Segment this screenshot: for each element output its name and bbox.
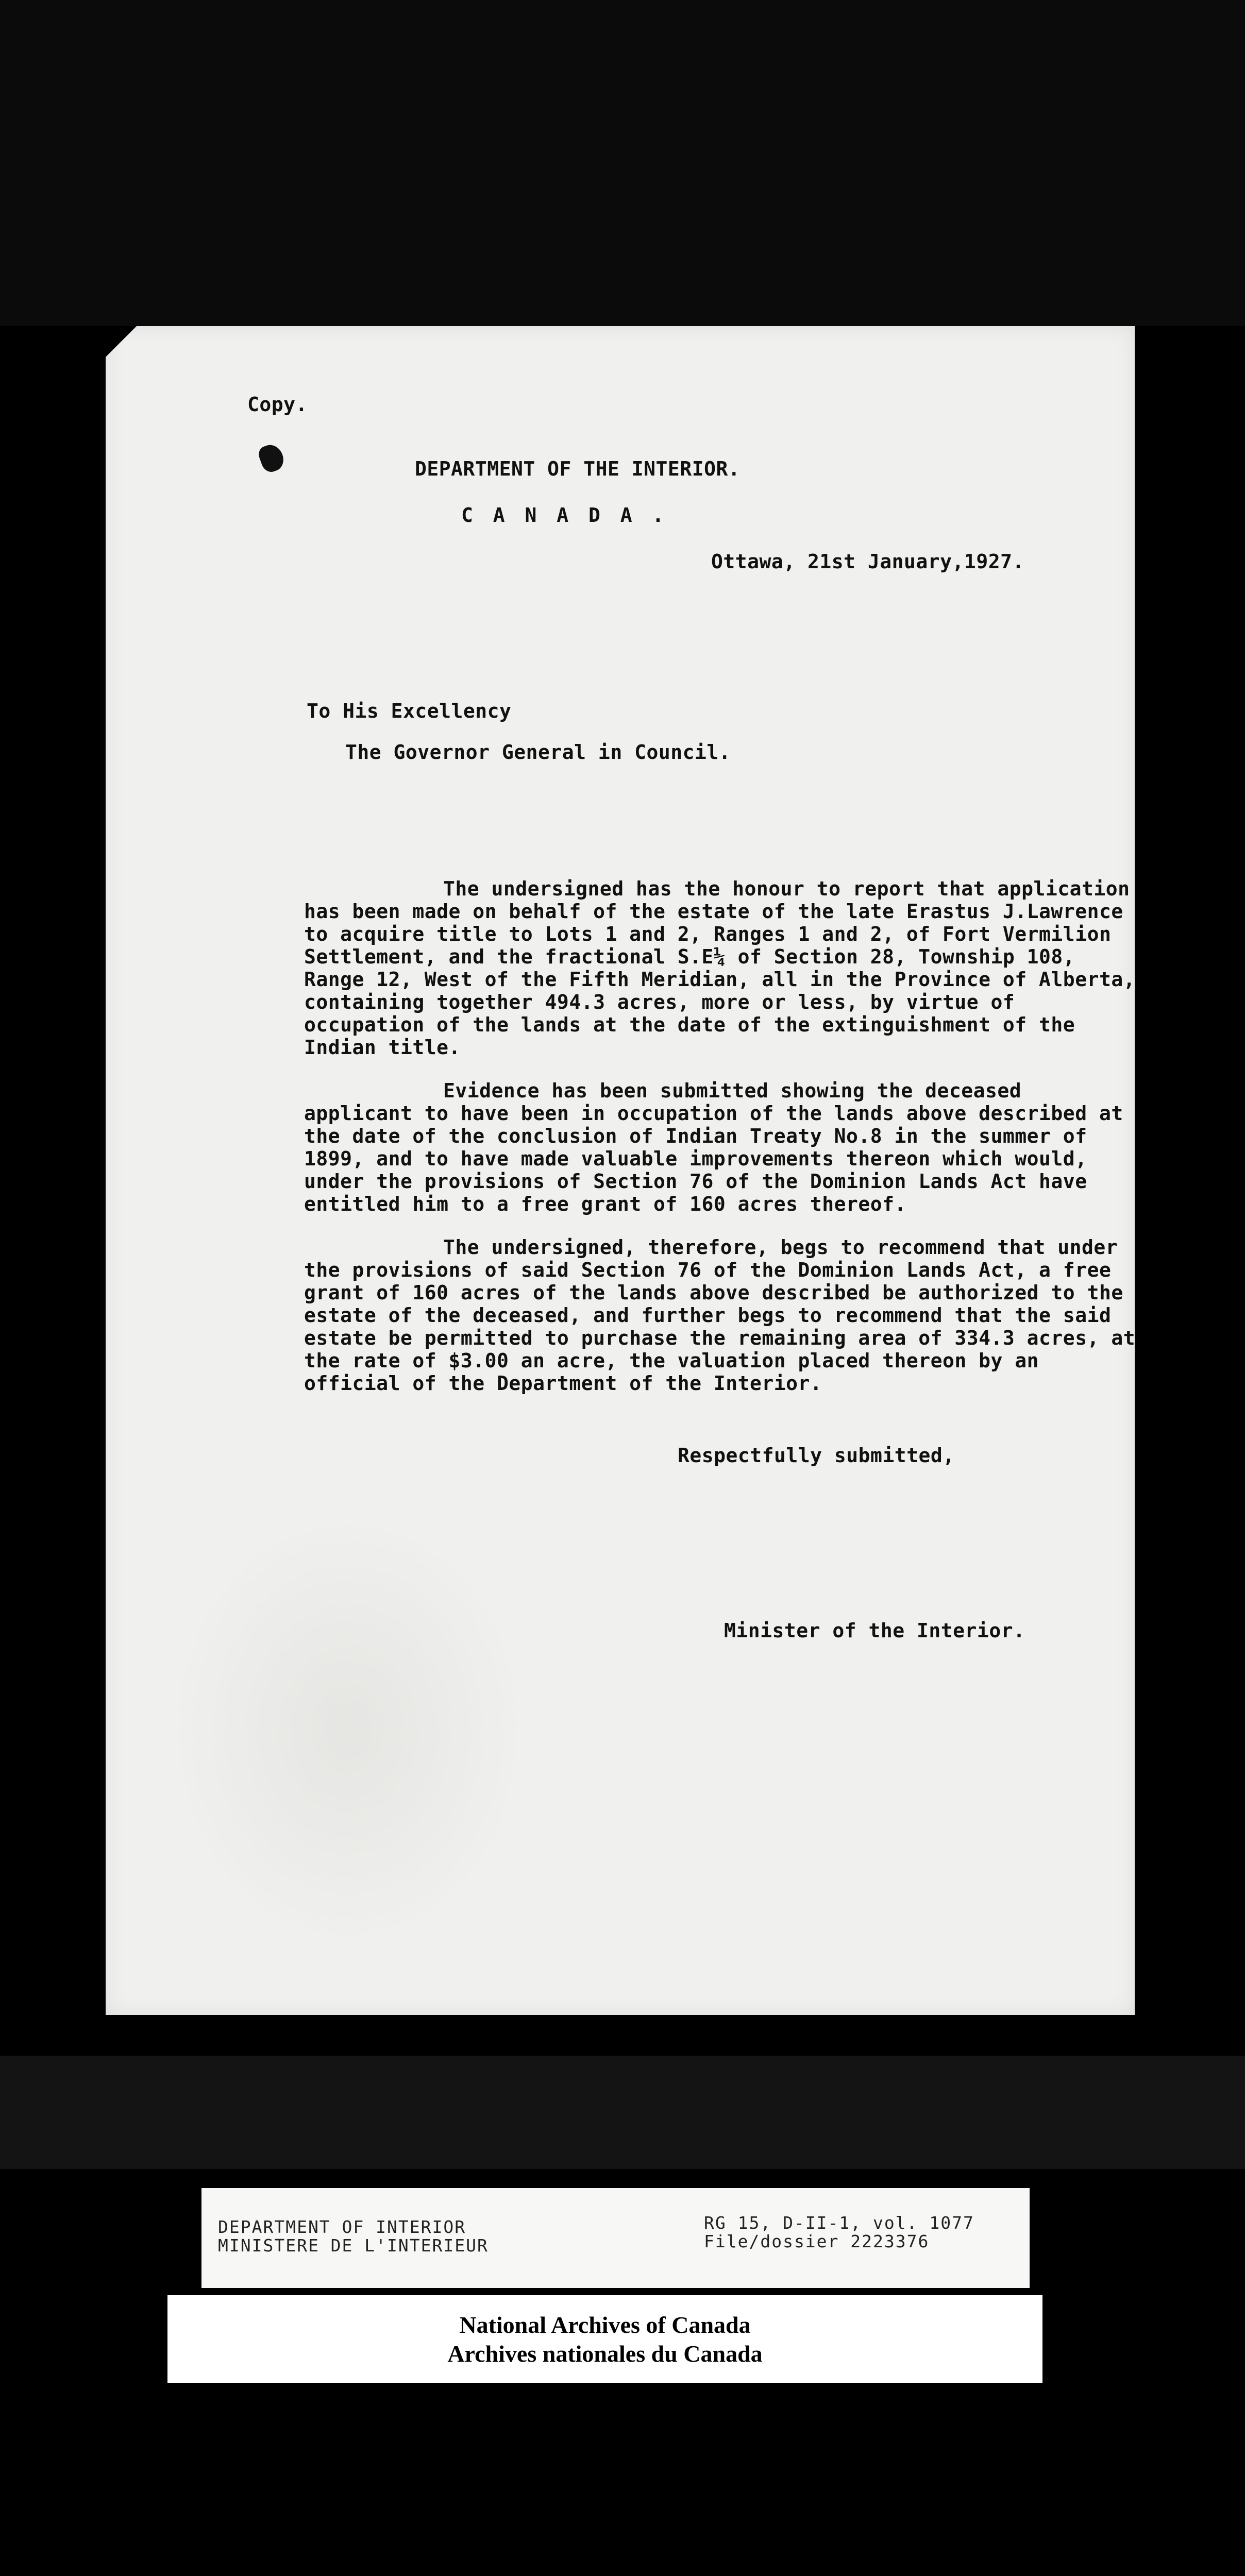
paragraph-1: The undersigned has the honour to report that application has been made on behalf of the estate of the late Erastus J.Lawrence to acquire title to Lots 1 and 2, Ranges 1 and 2, of Fort Vermilion Settlement, and the fractional S.E¼ of Section 28, Township 108, Range 12, West of the Fifth Meridian, all in the Province of Alberta, containing together 494.3 acres, more or less, by virtue of occupation of the lands at the date of the extinguishment of the Indian title. — [304, 877, 1136, 1059]
ink-blot-icon — [256, 442, 287, 474]
department-heading: DEPARTMENT OF THE INTERIOR. — [415, 457, 741, 480]
label-dept-en: DEPARTMENT OF INTERIOR — [218, 2217, 466, 2237]
archives-name-fr: Archives nationales du Canada — [447, 2341, 763, 2367]
label-file: File/dossier 2223376 — [704, 2231, 930, 2251]
copy-mark: Copy. — [247, 393, 308, 416]
addressee-line-1: To His Excellency — [307, 700, 512, 722]
paragraph-2: Evidence has been submitted showing the deceased applicant to have been in occupation of the lands above described at the date of the conclusion of Indian Treaty No.8 in the summer of 1899, and to have made valuable improvements thereon which would, under the provisions of Section 76 of the Dominion Lands Act have entitled him to a free grant of 160 acres thereof. — [304, 1079, 1123, 1215]
archive-label-strip — [201, 2188, 1030, 2288]
signatory: Minister of the Interior. — [724, 1619, 1025, 1642]
paragraph-3: The undersigned, therefore, begs to recommend that under the provisions of said Section 76 of the Dominion Lands Act, a free grant of 160 acres of the lands above described be authorized to the estate of the deceased, and further begs to recommend that the said estate be permitted to purchase the remaining area of 334.3 acres, at the rate of $3.00 an acre, the valuation placed thereon by an official of the Department of the Interior. — [304, 1236, 1136, 1395]
folded-corner — [106, 326, 137, 357]
archives-plate — [167, 2295, 1042, 2383]
addressee-line-2: The Governor General in Council. — [345, 741, 731, 764]
film-lower-margin — [0, 2056, 1245, 2169]
film-top-margin — [0, 0, 1245, 326]
place-date: Ottawa, 21st January,1927. — [711, 550, 1024, 573]
closing: Respectfully submitted, — [678, 1444, 955, 1467]
archives-name-en: National Archives of Canada — [459, 2312, 751, 2338]
page-smudge — [167, 1511, 528, 1949]
label-ref: RG 15, D-II-1, vol. 1077 — [704, 2213, 974, 2233]
letter-body — [304, 877, 1139, 1415]
document-page — [106, 326, 1135, 2015]
country-heading: C A N A D A . — [461, 504, 668, 527]
label-dept-fr: MINISTERE DE L'INTERIEUR — [218, 2235, 489, 2256]
